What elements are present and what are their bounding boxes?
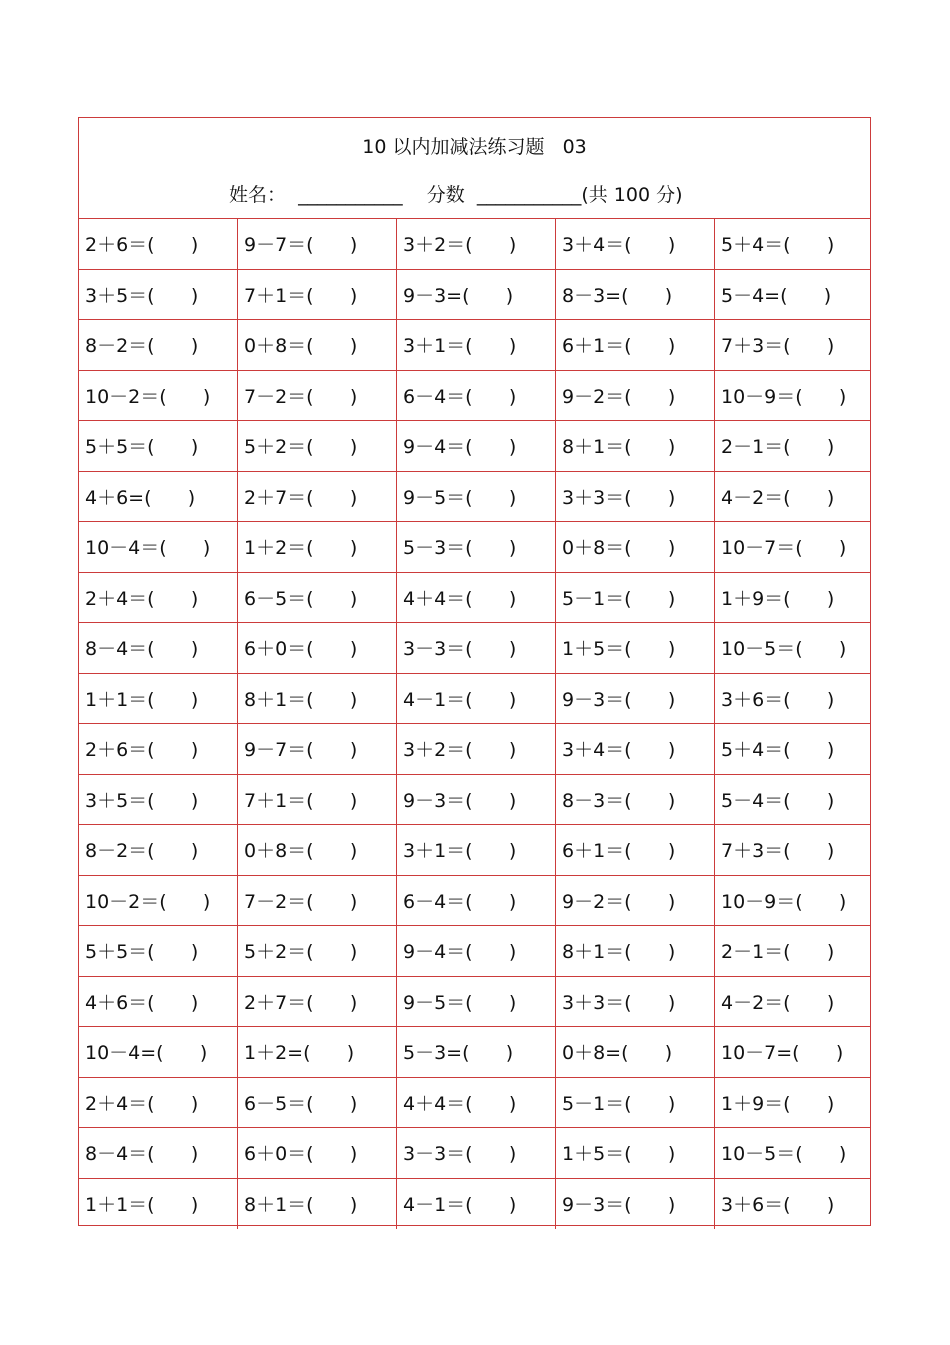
problem-cell: 5＋5＝( ) <box>79 926 238 977</box>
problem-cell: 5－1＝( ) <box>556 1078 715 1129</box>
problem-cell: 9－3＝( ) <box>397 775 556 826</box>
problem-cell: 10－4＝( ) <box>79 522 238 573</box>
problem-cell: 1＋1＝( ) <box>79 674 238 725</box>
worksheet-title: 10 以内加减法练习题 03 <box>362 136 587 158</box>
problem-cell: 8－3=( ) <box>556 270 715 321</box>
problem-cell: 9－5＝( ) <box>397 472 556 523</box>
worksheet-header <box>79 118 870 219</box>
problem-cell: 6＋0＝( ) <box>238 1128 397 1179</box>
problem-cell: 1＋2＝( ) <box>238 522 397 573</box>
problem-cell: 5－4=( ) <box>715 270 870 321</box>
problem-cell: 7＋3＝( ) <box>715 320 870 371</box>
problem-cell: 3＋1＝( ) <box>397 320 556 371</box>
problem-cell: 1＋9＝( ) <box>715 1078 870 1129</box>
problem-cell: 9－3=( ) <box>397 270 556 321</box>
problem-cell: 1＋2=( ) <box>238 1027 397 1078</box>
problem-cell: 3＋3＝( ) <box>556 472 715 523</box>
problem-cell: 10－5＝( ) <box>715 1128 870 1179</box>
problem-cell: 6＋0＝( ) <box>238 623 397 674</box>
problem-cell: 9－2＝( ) <box>556 371 715 422</box>
problem-cell: 10－9＝( ) <box>715 876 870 927</box>
problem-cell: 3＋2＝( ) <box>397 724 556 775</box>
problem-cell: 10－9＝( ) <box>715 371 870 422</box>
problem-cell: 2－1＝( ) <box>715 926 870 977</box>
problem-cell: 3－3＝( ) <box>397 623 556 674</box>
problem-cell: 2＋4＝( ) <box>79 573 238 624</box>
problem-cell: 7－2＝( ) <box>238 876 397 927</box>
problem-cell: 9－7＝( ) <box>238 219 397 270</box>
problem-cell: 8－2＝( ) <box>79 320 238 371</box>
problem-cell: 5＋5＝( ) <box>79 421 238 472</box>
problem-cell: 8＋1＝( ) <box>556 421 715 472</box>
problem-cell: 9－3＝( ) <box>556 1179 715 1230</box>
problem-cell: 5－3＝( ) <box>397 522 556 573</box>
problem-cell: 6－5＝( ) <box>238 573 397 624</box>
worksheet <box>78 117 871 1226</box>
problem-cell: 5－4＝( ) <box>715 775 870 826</box>
problem-cell: 9－7＝( ) <box>238 724 397 775</box>
problem-cell: 8－4＝( ) <box>79 1128 238 1179</box>
problem-cell: 0＋8=( ) <box>556 1027 715 1078</box>
problem-cell: 8－4＝( ) <box>79 623 238 674</box>
problem-cell: 9－2＝( ) <box>556 876 715 927</box>
problem-cell: 3＋6＝( ) <box>715 674 870 725</box>
problem-cell: 9－4＝( ) <box>397 926 556 977</box>
problem-cell: 3＋4＝( ) <box>556 724 715 775</box>
problem-cell: 8＋1＝( ) <box>238 674 397 725</box>
problem-cell: 10－5＝( ) <box>715 623 870 674</box>
problem-cell: 4＋6=( ) <box>79 472 238 523</box>
problem-cell: 4－1＝( ) <box>397 674 556 725</box>
problem-cell: 1＋9＝( ) <box>715 573 870 624</box>
problem-cell: 2＋7＝( ) <box>238 977 397 1028</box>
problem-cell: 7－2＝( ) <box>238 371 397 422</box>
problem-cell: 1＋1＝( ) <box>79 1179 238 1230</box>
problem-cell: 7＋1＝( ) <box>238 775 397 826</box>
problem-cell: 4＋6＝( ) <box>79 977 238 1028</box>
problem-cell: 3＋3＝( ) <box>556 977 715 1028</box>
problem-cell: 1＋5＝( ) <box>556 1128 715 1179</box>
problem-cell: 1＋5＝( ) <box>556 623 715 674</box>
problem-cell: 0＋8＝( ) <box>556 522 715 573</box>
problem-cell: 4＋4＝( ) <box>397 1078 556 1129</box>
problem-cell: 3＋1＝( ) <box>397 825 556 876</box>
problem-cell: 8＋1＝( ) <box>238 1179 397 1230</box>
problem-cell: 3－3＝( ) <box>397 1128 556 1179</box>
problem-cell: 6＋1＝( ) <box>556 320 715 371</box>
problem-cell: 7＋1＝( ) <box>238 270 397 321</box>
problem-cell: 9－5＝( ) <box>397 977 556 1028</box>
problem-cell: 2＋4＝( ) <box>79 1078 238 1129</box>
problem-cell: 9－4＝( ) <box>397 421 556 472</box>
problem-cell: 2＋6＝( ) <box>79 219 238 270</box>
problem-cell: 5－1＝( ) <box>556 573 715 624</box>
problem-cell: 5＋2＝( ) <box>238 926 397 977</box>
problem-grid <box>79 219 870 1229</box>
problem-cell: 6－4＝( ) <box>397 876 556 927</box>
problem-cell: 8－3＝( ) <box>556 775 715 826</box>
problem-cell: 4－2＝( ) <box>715 977 870 1028</box>
problem-cell: 10－2＝( ) <box>79 876 238 927</box>
problem-cell: 6＋1＝( ) <box>556 825 715 876</box>
problem-cell: 7＋3＝( ) <box>715 825 870 876</box>
problem-cell: 6－4＝( ) <box>397 371 556 422</box>
problem-cell: 4＋4＝( ) <box>397 573 556 624</box>
problem-cell: 6－5＝( ) <box>238 1078 397 1129</box>
problem-cell: 8＋1＝( ) <box>556 926 715 977</box>
problem-cell: 10－7＝( ) <box>715 522 870 573</box>
problem-cell: 10－7=( ) <box>715 1027 870 1078</box>
problem-cell: 2－1＝( ) <box>715 421 870 472</box>
problem-cell: 5－3=( ) <box>397 1027 556 1078</box>
problem-cell: 0＋8＝( ) <box>238 320 397 371</box>
problem-cell: 5＋2＝( ) <box>238 421 397 472</box>
problem-cell: 3＋4＝( ) <box>556 219 715 270</box>
problem-cell: 4－1＝( ) <box>397 1179 556 1230</box>
problem-cell: 2＋6＝( ) <box>79 724 238 775</box>
problem-cell: 8－2＝( ) <box>79 825 238 876</box>
problem-cell: 2＋7＝( ) <box>238 472 397 523</box>
problem-cell: 3＋5＝( ) <box>79 270 238 321</box>
problem-cell: 3＋2＝( ) <box>397 219 556 270</box>
problem-cell: 10－2＝( ) <box>79 371 238 422</box>
problem-cell: 0＋8＝( ) <box>238 825 397 876</box>
problem-cell: 5＋4＝( ) <box>715 219 870 270</box>
problem-cell: 3＋5＝( ) <box>79 775 238 826</box>
problem-cell: 5＋4＝( ) <box>715 724 870 775</box>
problem-cell: 4－2＝( ) <box>715 472 870 523</box>
problem-cell: 10－4=( ) <box>79 1027 238 1078</box>
problem-cell: 9－3＝( ) <box>556 674 715 725</box>
problem-cell: 3＋6＝( ) <box>721 1194 835 1217</box>
name-score-line: 姓名： ___________ 分数 ___________(共 100 分) <box>229 184 683 206</box>
